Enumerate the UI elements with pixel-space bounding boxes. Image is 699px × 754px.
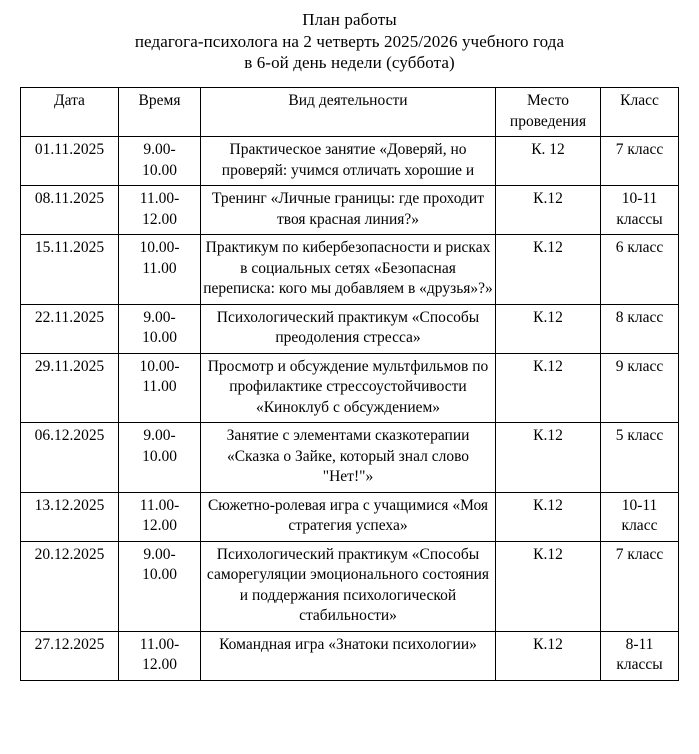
time-end: 10.00 [142,329,177,346]
class-line-1: 10-11 [621,190,658,207]
time-end: 12.00 [142,210,177,228]
table-row [21,423,679,493]
class-line-1: 5 класс [615,427,664,444]
column-header-place [496,88,601,137]
table-header [21,88,679,137]
cell-activity: Сюжетно-ролевая игра с учащимися «Моя стратегия успеха» [201,492,496,541]
table-row [21,631,679,680]
cell-date: 01.11.2025 [21,137,119,186]
table-row [21,235,679,305]
time-end: 12.00 [142,517,177,534]
class-line-2: класс [621,517,658,534]
cell-class [601,353,679,423]
cell-date: 29.11.2025 [21,353,119,423]
cell-place: К.12 [496,304,601,353]
table-row [21,304,679,353]
column-header-place-line2: проведения [509,112,587,130]
table-body [21,137,679,681]
cell-date: 15.11.2025 [21,235,119,305]
table-header-row [21,88,679,137]
cell-activity: Просмотр и обсуждение мультфильмов по профилактике стрессоустойчивости «Киноклуб с обсуждением» [201,353,496,423]
cell-time [119,137,201,186]
class-line-1: 7 класс [615,141,664,158]
class-line-1: 10-11 [621,496,658,514]
cell-time [119,423,201,493]
title-line-3: в 6-ой день недели (суббота) [244,53,455,72]
cell-place: К.12 [496,541,601,631]
cell-date: 06.12.2025 [21,423,119,493]
cell-time [119,304,201,353]
cell-place: К.12 [496,631,601,680]
cell-class [601,186,679,235]
work-plan-table [20,87,679,681]
time-end: 10.00 [142,566,177,583]
class-line-1: 7 класс [615,545,664,563]
time-start: 9.00- [143,308,176,326]
cell-activity: Занятие с элементами сказкотерапии «Сказка о Зайке, который знал слово "Нет!"» [201,423,496,493]
cell-class [601,631,679,680]
cell-activity: Практикум по кибербезопасности и рисках в социальных сетях «Безопасная переписка: кого мы добавляем в «друзья»?» [201,235,496,305]
time-start: 9.00- [143,427,176,444]
time-start: 9.00- [143,545,176,563]
column-header-class: Класс [601,88,679,137]
table-row [21,541,679,631]
cell-class [601,304,679,353]
cell-time [119,186,201,235]
column-header-place-line1: Место [526,92,570,109]
time-end: 12.00 [142,656,177,673]
cell-place: К.12 [496,492,601,541]
time-start: 10.00- [139,239,180,256]
cell-class [601,423,679,493]
table-row [21,492,679,541]
cell-date: 13.12.2025 [21,492,119,541]
cell-activity: Тренинг «Личные границы: где проходит твоя красная линия?» [201,186,496,235]
cell-place: К.12 [496,235,601,305]
time-start: 11.00- [139,496,180,514]
cell-class [601,137,679,186]
title-line-2: педагога-психолога на 2 четверть 2025/2026 учебного года [134,31,565,51]
cell-activity: Психологический практикум «Способы саморегуляции эмоционального состояния и поддержания психологической стабильности» [201,541,496,631]
time-start: 9.00- [143,141,176,158]
time-end: 10.00 [142,447,177,465]
cell-date: 27.12.2025 [21,631,119,680]
time-end: 11.00 [142,378,177,395]
cell-place: К.12 [496,186,601,235]
cell-activity: Командная игра «Знатоки психологии» [201,631,496,680]
cell-time [119,235,201,305]
column-header-activity: Вид деятельности [201,88,496,137]
time-start: 10.00- [139,357,180,375]
cell-class [601,235,679,305]
cell-class [601,541,679,631]
title-line-1: План работы [302,10,397,29]
cell-class [601,492,679,541]
column-header-time: Время [119,88,201,137]
class-line-1: 8-11 [625,635,654,653]
work-plan-table-container [20,87,678,681]
table-row [21,186,679,235]
cell-date: 20.12.2025 [21,541,119,631]
class-line-2: классы [616,656,663,673]
cell-activity: Практическое занятие «Доверяй, но проверяй: учимся отличать хорошие и [201,137,496,186]
cell-time [119,631,201,680]
column-header-date: Дата [21,88,119,137]
cell-date: 22.11.2025 [21,304,119,353]
time-end: 11.00 [142,259,177,277]
cell-place: К.12 [496,423,601,493]
cell-place: К. 12 [496,137,601,186]
time-start: 11.00- [139,190,180,207]
cell-date: 08.11.2025 [21,186,119,235]
page-title [0,0,699,74]
class-line-1: 6 класс [615,239,664,256]
time-end: 10.00 [142,161,177,179]
class-line-1: 9 класс [615,357,664,375]
cell-activity: Психологический практикум «Способы преодоления стресса» [201,304,496,353]
table-row [21,137,679,186]
class-line-2: классы [616,210,663,228]
class-line-1: 8 класс [615,308,664,326]
time-start: 11.00- [139,635,180,653]
table-row [21,353,679,423]
cell-time [119,492,201,541]
cell-time [119,541,201,631]
cell-time [119,353,201,423]
cell-place: К.12 [496,353,601,423]
